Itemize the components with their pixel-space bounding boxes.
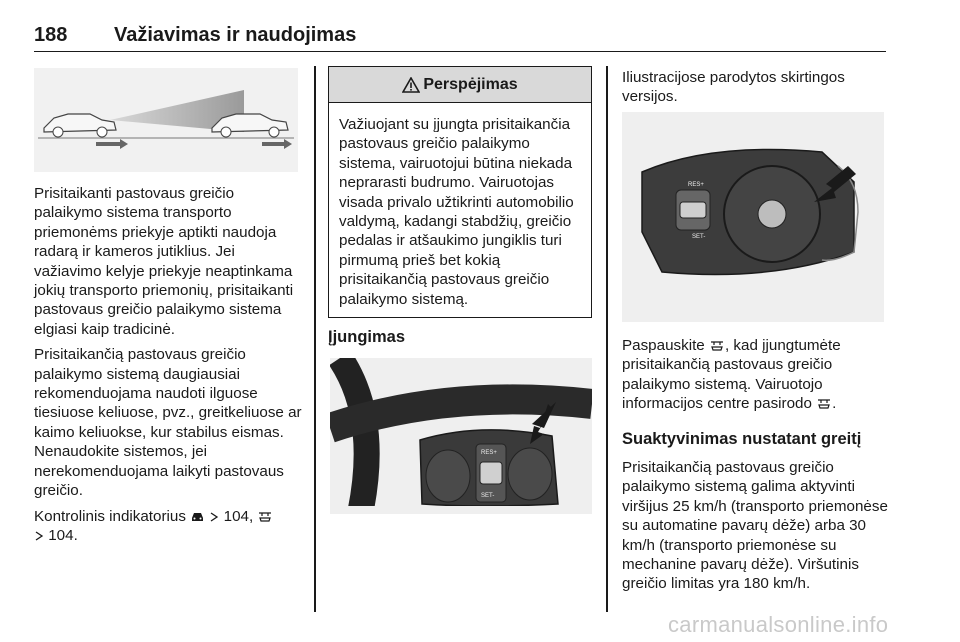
steering-wheel-illustration xyxy=(330,358,592,514)
page-reference: 104. xyxy=(48,526,78,544)
paragraph: Prisitaikančią pastovaus greičio palaikymo sistemą galima aktyvinti viršijus 25 km/h (transporto priemonėse su automatine pavarų dėže) arba 30 km/h (transporto priemonėse su mechanine pavarų dėže). Viršutinis greičio limitas yra 180 km/h. xyxy=(622,459,888,593)
page-header xyxy=(34,22,886,52)
watermark: carmanualsonline.info xyxy=(668,612,889,637)
res-label: RES+ xyxy=(481,450,497,456)
column-divider xyxy=(606,66,608,612)
warning-box xyxy=(328,66,592,318)
section-heading: Įjungimas xyxy=(328,328,406,346)
warning-triangle-icon xyxy=(402,77,420,93)
paragraph: Prisitaikanti pastovaus greičio palaikymo sistema transporto priemonėms priekyje aptikti naudoja radarą ir kameros jutiklius. Jei važiavimo kelyje priekyje neaptinkama jokių transporto priemonių, prisitaikanti pastovaus greičio palaikymo sistema elgiasi kaip tradicinė. xyxy=(34,185,294,338)
vehicle-ahead-indicator-icon xyxy=(190,510,205,523)
paragraph-text: , kad įjungtumėte prisitaikančią pastovaus greičio palaikymo sistemą. Vairuotojo informacijos centre pasirodo xyxy=(622,337,841,413)
cruise-control-indicator-icon xyxy=(257,510,273,523)
steering-wheel-control-illustration-icon xyxy=(622,112,884,322)
warning-header xyxy=(329,67,591,103)
page-reference-icon xyxy=(209,511,219,523)
radar-illustration xyxy=(34,68,298,172)
set-label: SET- xyxy=(692,234,706,240)
column-divider xyxy=(314,66,316,612)
column-1 xyxy=(34,184,306,551)
warning-text: Važiuojant su įjungta prisitaikančia pastovaus greičio palaikymo sistema, vairuotojui būtina niekada neprarasti budrumo. Vairuotojas visada privalo užtikrinti automobilio valdymą, kadangi stabdžių, greičio pedalas ir atšaukimo jungiklis turi pirmumą prieš bet kokią prisitaikančią pastovaus greičio palaikymo sistemą. xyxy=(339,116,574,308)
paragraph: Prisitaikančią pastovaus greičio palaikymo sistemą daugiausiai rekomenduojama naudoti ilguose tiesiuose keliuose, pvz., greitkeliuose ar kaimo keliuokse, kur stabilus eismas. Nenaudokite sistemos, jei nerekomenduojama laikyti pastovaus greičio. xyxy=(34,346,302,500)
page-number: 188 xyxy=(34,24,68,46)
indicator-paragraph xyxy=(34,507,306,546)
steering-wheel-illustration xyxy=(622,112,884,322)
column-3 xyxy=(622,68,890,113)
cruise-control-button-icon xyxy=(709,339,725,352)
section-heading: Suaktyvinimas nustatant greitį xyxy=(622,430,862,448)
vehicle-radar-illustration-icon xyxy=(34,68,298,172)
page-reference: 104, xyxy=(223,507,254,525)
warning-title: Perspėjimas xyxy=(423,75,518,93)
paragraph-text: . xyxy=(832,395,837,413)
column-3-section xyxy=(622,458,890,600)
set-label: SET- xyxy=(481,493,495,499)
indicator-text: Kontrolinis indikatorius xyxy=(34,507,186,525)
paragraph-text: Paspauskite xyxy=(622,337,705,354)
chapter-title: Važiavimas ir naudojimas xyxy=(114,24,357,46)
paragraph: Iliustracijose parodytos skirtingos versijos. xyxy=(622,69,845,106)
cruise-control-indicator-icon xyxy=(816,397,832,410)
paragraph xyxy=(622,336,890,414)
steering-wheel-control-illustration-icon xyxy=(330,358,592,514)
res-label: RES+ xyxy=(688,182,704,188)
page-reference-icon xyxy=(34,530,44,542)
column-3-lower xyxy=(622,336,890,420)
